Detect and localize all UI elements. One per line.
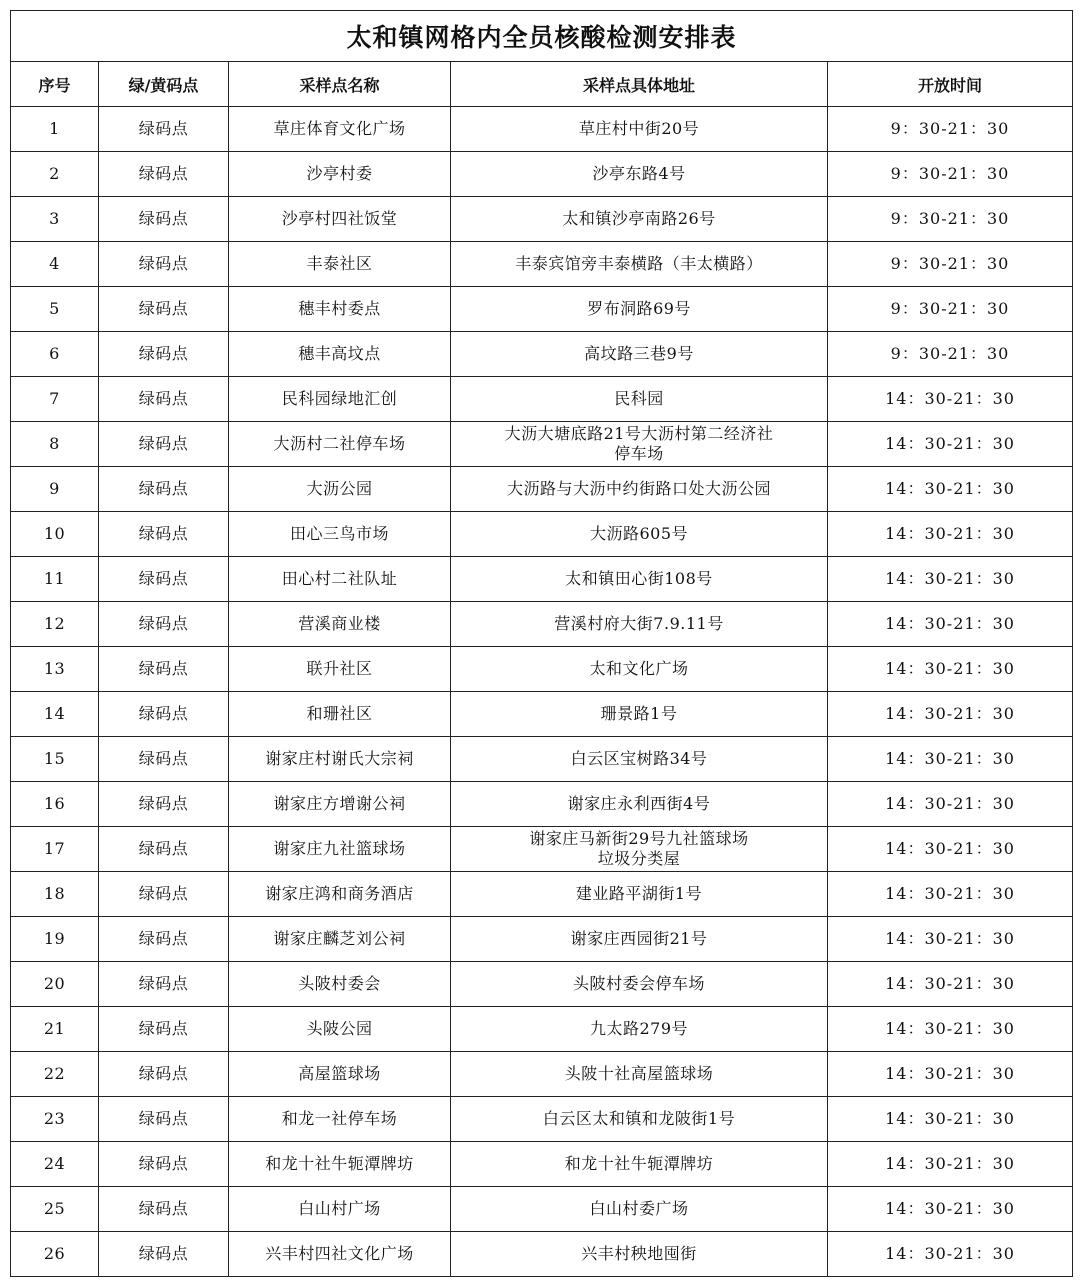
cell-type: 绿码点	[99, 1097, 229, 1142]
table-row	[11, 422, 1073, 467]
cell-hours: 14：30-21：30	[828, 1052, 1073, 1097]
cell-hours: 14：30-21：30	[828, 737, 1073, 782]
cell-index: 26	[11, 1232, 99, 1277]
cell-index: 17	[11, 827, 99, 872]
cell-site-name: 谢家庄九社篮球场	[229, 827, 451, 872]
cell-type: 绿码点	[99, 1187, 229, 1232]
cell-site-name: 谢家庄鸿和商务酒店	[229, 872, 451, 917]
table-row	[11, 242, 1073, 287]
cell-hours: 14：30-21：30	[828, 422, 1073, 467]
cell-address: 高坟路三巷9号	[451, 332, 828, 377]
cell-type: 绿码点	[99, 107, 229, 152]
cell-hours: 14：30-21：30	[828, 377, 1073, 422]
cell-index: 1	[11, 107, 99, 152]
cell-type: 绿码点	[99, 377, 229, 422]
cell-index: 23	[11, 1097, 99, 1142]
table-row	[11, 107, 1073, 152]
cell-site-name: 大沥公园	[229, 467, 451, 512]
cell-address: 谢家庄永利西街4号	[451, 782, 828, 827]
header-name: 采样点名称	[229, 62, 451, 107]
table-row	[11, 467, 1073, 512]
cell-index: 6	[11, 332, 99, 377]
table-row	[11, 1052, 1073, 1097]
cell-site-name: 丰泰社区	[229, 242, 451, 287]
cell-type: 绿码点	[99, 332, 229, 377]
cell-type: 绿码点	[99, 602, 229, 647]
cell-site-name: 田心三鸟市场	[229, 512, 451, 557]
cell-site-name: 头陂公园	[229, 1007, 451, 1052]
cell-hours: 14：30-21：30	[828, 512, 1073, 557]
cell-address: 建业路平湖街1号	[451, 872, 828, 917]
cell-site-name: 大沥村二社停车场	[229, 422, 451, 467]
cell-hours: 14：30-21：30	[828, 1187, 1073, 1232]
cell-type: 绿码点	[99, 152, 229, 197]
cell-index: 9	[11, 467, 99, 512]
table-row	[11, 332, 1073, 377]
cell-site-name: 田心村二社队址	[229, 557, 451, 602]
cell-hours: 14：30-21：30	[828, 782, 1073, 827]
cell-site-name: 谢家庄方增谢公祠	[229, 782, 451, 827]
cell-address: 大沥大塘底路21号大沥村第二经济社 停车场	[451, 422, 828, 467]
cell-site-name: 白山村广场	[229, 1187, 451, 1232]
cell-index: 18	[11, 872, 99, 917]
cell-type: 绿码点	[99, 872, 229, 917]
cell-index: 12	[11, 602, 99, 647]
cell-site-name: 民科园绿地汇创	[229, 377, 451, 422]
cell-hours: 14：30-21：30	[828, 1232, 1073, 1277]
cell-address: 谢家庄西园街21号	[451, 917, 828, 962]
table-row	[11, 602, 1073, 647]
cell-address: 丰泰宾馆旁丰泰横路（丰太横路）	[451, 242, 828, 287]
cell-type: 绿码点	[99, 1007, 229, 1052]
cell-address: 谢家庄马新街29号九社篮球场 垃圾分类屋	[451, 827, 828, 872]
title-row	[11, 11, 1073, 62]
header-hours: 开放时间	[828, 62, 1073, 107]
cell-site-name: 沙亭村委	[229, 152, 451, 197]
cell-hours: 14：30-21：30	[828, 467, 1073, 512]
cell-hours: 14：30-21：30	[828, 692, 1073, 737]
cell-site-name: 营溪商业楼	[229, 602, 451, 647]
cell-hours: 14：30-21：30	[828, 962, 1073, 1007]
cell-hours: 14：30-21：30	[828, 647, 1073, 692]
cell-address: 白云区宝树路34号	[451, 737, 828, 782]
cell-address: 大沥路605号	[451, 512, 828, 557]
cell-index: 22	[11, 1052, 99, 1097]
cell-type: 绿码点	[99, 1052, 229, 1097]
cell-address: 罗布洞路69号	[451, 287, 828, 332]
cell-address: 九太路279号	[451, 1007, 828, 1052]
cell-hours: 14：30-21：30	[828, 872, 1073, 917]
cell-address: 营溪村府大街7.9.11号	[451, 602, 828, 647]
cell-address: 民科园	[451, 377, 828, 422]
cell-address: 白山村委广场	[451, 1187, 828, 1232]
cell-type: 绿码点	[99, 1232, 229, 1277]
cell-type: 绿码点	[99, 512, 229, 557]
table-row	[11, 827, 1073, 872]
cell-index: 8	[11, 422, 99, 467]
table-row	[11, 1142, 1073, 1187]
cell-hours: 14：30-21：30	[828, 1007, 1073, 1052]
cell-site-name: 和珊社区	[229, 692, 451, 737]
cell-index: 21	[11, 1007, 99, 1052]
cell-site-name: 谢家庄麟芝刘公祠	[229, 917, 451, 962]
header-index: 序号	[11, 62, 99, 107]
cell-site-name: 沙亭村四社饭堂	[229, 197, 451, 242]
cell-address: 草庄村中街20号	[451, 107, 828, 152]
cell-type: 绿码点	[99, 917, 229, 962]
cell-site-name: 草庄体育文化广场	[229, 107, 451, 152]
cell-hours: 14：30-21：30	[828, 917, 1073, 962]
cell-address: 白云区太和镇和龙陂街1号	[451, 1097, 828, 1142]
cell-index: 10	[11, 512, 99, 557]
cell-type: 绿码点	[99, 422, 229, 467]
cell-hours: 14：30-21：30	[828, 557, 1073, 602]
cell-type: 绿码点	[99, 827, 229, 872]
schedule-table	[10, 10, 1073, 1277]
cell-site-name: 和龙一社停车场	[229, 1097, 451, 1142]
cell-site-name: 联升社区	[229, 647, 451, 692]
cell-type: 绿码点	[99, 782, 229, 827]
cell-hours: 14：30-21：30	[828, 827, 1073, 872]
cell-index: 20	[11, 962, 99, 1007]
cell-hours: 9：30-21：30	[828, 242, 1073, 287]
cell-hours: 14：30-21：30	[828, 602, 1073, 647]
cell-index: 3	[11, 197, 99, 242]
cell-address: 大沥路与大沥中约街路口处大沥公园	[451, 467, 828, 512]
cell-site-name: 穗丰村委点	[229, 287, 451, 332]
cell-site-name: 谢家庄村谢氏大宗祠	[229, 737, 451, 782]
cell-index: 5	[11, 287, 99, 332]
table-row	[11, 287, 1073, 332]
cell-type: 绿码点	[99, 557, 229, 602]
cell-hours: 9：30-21：30	[828, 332, 1073, 377]
cell-type: 绿码点	[99, 692, 229, 737]
cell-type: 绿码点	[99, 647, 229, 692]
table-row	[11, 737, 1073, 782]
cell-hours: 9：30-21：30	[828, 287, 1073, 332]
cell-type: 绿码点	[99, 737, 229, 782]
cell-index: 19	[11, 917, 99, 962]
cell-index: 13	[11, 647, 99, 692]
header-row	[11, 62, 1073, 107]
cell-index: 7	[11, 377, 99, 422]
cell-hours: 9：30-21：30	[828, 197, 1073, 242]
cell-type: 绿码点	[99, 1142, 229, 1187]
cell-address: 太和镇田心街108号	[451, 557, 828, 602]
cell-site-name: 穗丰高坟点	[229, 332, 451, 377]
cell-hours: 14：30-21：30	[828, 1142, 1073, 1187]
cell-address: 头陂村委会停车场	[451, 962, 828, 1007]
cell-type: 绿码点	[99, 962, 229, 1007]
cell-index: 24	[11, 1142, 99, 1187]
cell-hours: 9：30-21：30	[828, 152, 1073, 197]
cell-address: 沙亭东路4号	[451, 152, 828, 197]
table-row	[11, 512, 1073, 557]
cell-address: 太和镇沙亭南路26号	[451, 197, 828, 242]
cell-site-name: 和龙十社牛轭潭牌坊	[229, 1142, 451, 1187]
cell-type: 绿码点	[99, 467, 229, 512]
table-row	[11, 1187, 1073, 1232]
cell-index: 2	[11, 152, 99, 197]
cell-address: 兴丰村秧地囤街	[451, 1232, 828, 1277]
cell-index: 15	[11, 737, 99, 782]
table-row	[11, 872, 1073, 917]
cell-type: 绿码点	[99, 197, 229, 242]
cell-index: 14	[11, 692, 99, 737]
table-row	[11, 557, 1073, 602]
table-row	[11, 152, 1073, 197]
cell-hours: 9：30-21：30	[828, 107, 1073, 152]
cell-address: 和龙十社牛轭潭牌坊	[451, 1142, 828, 1187]
cell-index: 25	[11, 1187, 99, 1232]
table-row	[11, 962, 1073, 1007]
cell-site-name: 头陂村委会	[229, 962, 451, 1007]
cell-index: 16	[11, 782, 99, 827]
table-row	[11, 782, 1073, 827]
header-type: 绿/黄码点	[99, 62, 229, 107]
cell-type: 绿码点	[99, 287, 229, 332]
cell-site-name: 兴丰村四社文化广场	[229, 1232, 451, 1277]
table-title: 太和镇网格内全员核酸检测安排表	[11, 11, 1073, 62]
header-address: 采样点具体地址	[451, 62, 828, 107]
cell-address: 珊景路1号	[451, 692, 828, 737]
table-row	[11, 692, 1073, 737]
cell-index: 11	[11, 557, 99, 602]
cell-hours: 14：30-21：30	[828, 1097, 1073, 1142]
table-row	[11, 197, 1073, 242]
table-row	[11, 1007, 1073, 1052]
table-row	[11, 1097, 1073, 1142]
table-row	[11, 647, 1073, 692]
cell-type: 绿码点	[99, 242, 229, 287]
table-body	[11, 107, 1073, 1277]
table-row	[11, 1232, 1073, 1277]
cell-address: 头陂十社高屋篮球场	[451, 1052, 828, 1097]
table-row	[11, 917, 1073, 962]
cell-index: 4	[11, 242, 99, 287]
cell-site-name: 高屋篮球场	[229, 1052, 451, 1097]
cell-address: 太和文化广场	[451, 647, 828, 692]
table-row	[11, 377, 1073, 422]
